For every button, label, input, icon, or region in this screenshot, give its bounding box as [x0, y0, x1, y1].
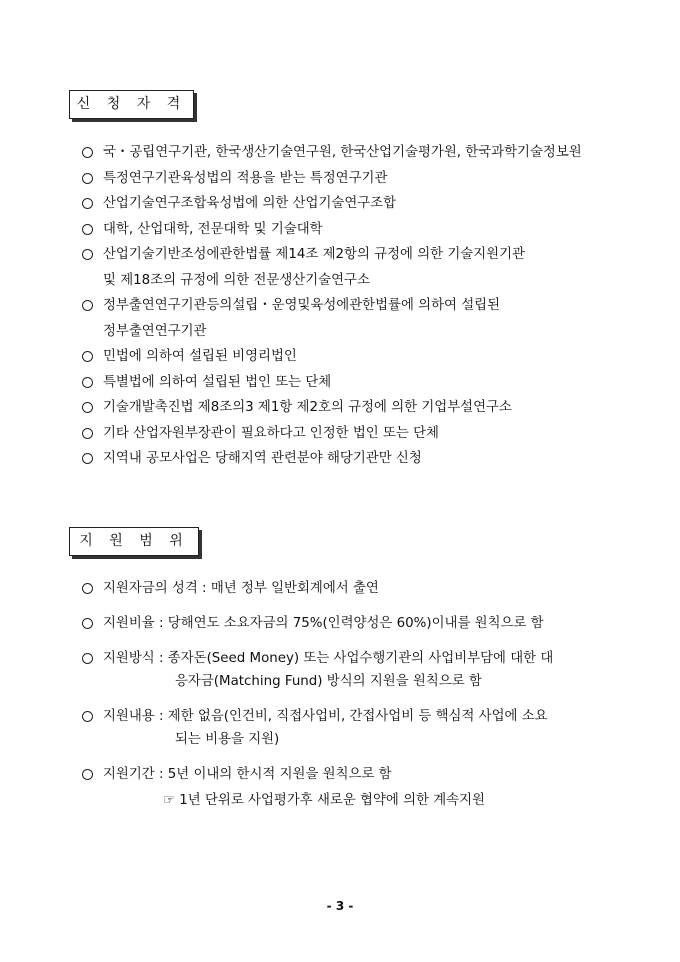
item-text-continued: 응자금(Matching Fund) 방식의 지원을 원칙으로 함 — [175, 674, 482, 689]
item-text: 지원기간 : 5년 이내의 한시적 지원을 원칙으로 함 — [103, 767, 392, 782]
item-text-continued: 정부출연연구기관 — [103, 323, 207, 339]
item-text: 지원비율 : 당해연도 소요자금의 75%(인력양성은 60%)이내를 원칙으로 함 — [103, 616, 544, 631]
list-item — [82, 217, 622, 243]
item-text: 국・공립연구기관, 한국생산기술연구원, 한국산업기술평가원, 한국과학기술정보원 — [103, 145, 582, 160]
circle-bullet-icon — [82, 140, 93, 166]
item-text-continued: 되는 비용을 지원) — [175, 732, 280, 747]
item-text: 기술개발촉진법 제8조의3 제1항 제2호의 규정에 의한 기업부설연구소 — [103, 400, 512, 415]
list-item — [82, 577, 642, 600]
section-title-support-scope: 지 원 범 위 — [69, 527, 199, 556]
item-text: 지역내 공모사업은 당해지역 관련분야 해당기관만 신청 — [103, 451, 422, 466]
list-item — [82, 395, 622, 421]
circle-bullet-icon — [82, 370, 93, 396]
item-text: 기타 산업자원부장관이 필요하다고 인정한 법인 또는 단체 — [103, 425, 439, 441]
section-title-eligibility: 신 청 자 격 — [69, 90, 194, 119]
list-item — [82, 344, 622, 370]
item-text: 민법에 의하여 설립된 비영리법인 — [103, 349, 297, 364]
item-text: 산업기술기반조성에관한법률 제14조 제2항의 규정에 의한 기술지원기관 — [103, 247, 525, 262]
circle-bullet-icon — [82, 344, 93, 370]
circle-bullet-icon — [82, 577, 93, 600]
list-item — [82, 705, 642, 751]
item-text: 특별법에 의하여 설립된 법인 또는 단체 — [103, 374, 332, 390]
item-text: 특정연구기관육성법의 적용을 받는 특정연구기관 — [103, 170, 388, 186]
list-item — [82, 370, 622, 396]
circle-bullet-icon — [82, 647, 93, 670]
eligibility-list — [82, 140, 622, 472]
circle-bullet-icon — [82, 242, 93, 268]
circle-bullet-icon — [82, 191, 93, 217]
list-item — [82, 293, 622, 344]
list-item — [82, 191, 622, 217]
list-item — [82, 140, 622, 166]
item-text: 대학, 산업대학, 전문대학 및 기술대학 — [103, 221, 323, 237]
list-item — [82, 446, 622, 472]
circle-bullet-icon — [82, 446, 93, 472]
list-item — [82, 647, 642, 693]
item-text: 지원자금의 성격 : 매년 정부 일반회계에서 출연 — [103, 581, 379, 596]
support-scope-list — [82, 577, 642, 798]
circle-bullet-icon — [82, 612, 93, 635]
circle-bullet-icon — [82, 293, 93, 319]
item-text: 지원내용 : 제한 없음(인건비, 직접사업비, 간접사업비 등 핵심적 사업에 소요 — [103, 709, 548, 724]
page-number: - 3 - — [326, 899, 354, 913]
circle-bullet-icon — [82, 763, 93, 786]
circle-bullet-icon — [82, 166, 93, 192]
item-text: 정부출연연구기관등의설립・운영및육성에관한법률에 의하여 설립된 — [103, 298, 501, 313]
list-item — [82, 242, 622, 293]
list-item — [82, 421, 622, 447]
list-item — [82, 166, 622, 192]
item-text: 산업기술연구조합육성법에 의한 산업기술연구조합 — [103, 196, 397, 211]
circle-bullet-icon — [82, 421, 93, 447]
item-text-continued: 및 제18조의 규정에 의한 전문생산기술연구소 — [103, 272, 370, 288]
circle-bullet-icon — [82, 217, 93, 243]
item-text: 지원방식 : 종자돈(Seed Money) 또는 사업수행기관의 사업비부담에 대한 대 — [103, 651, 554, 666]
list-item — [82, 612, 642, 635]
list-item — [82, 763, 642, 786]
circle-bullet-icon — [82, 705, 93, 728]
note-text: ☞ 1년 단위로 사업평가후 새로운 협약에 의한 계속지원 — [163, 793, 485, 808]
circle-bullet-icon — [82, 395, 93, 421]
